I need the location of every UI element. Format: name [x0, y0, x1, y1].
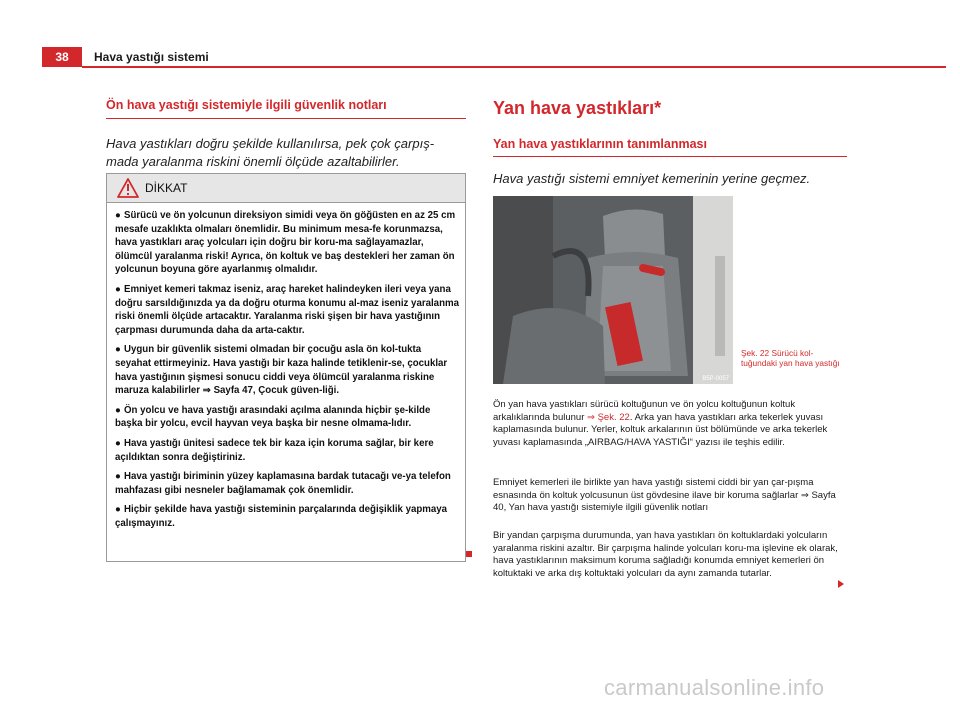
header-rule: [82, 66, 946, 68]
warning-title: DİKKAT: [145, 181, 188, 195]
warning-item: ● Hava yastığı ünitesi sadece tek bir kaza için koruma sağlar, bir kere açıldıktan sonra değiştiriniz.: [115, 437, 434, 463]
warning-item: ● Sürücü ve ön yolcunun direksiyon simidi veya ön göğüsten en az 25 cm mesafe uzaklıkta olmaları önemlidir. Bu minimum mesa-fe korunmazsa, hava yastıkları araç yolcuları için doğru bir koru-ma sağlayamazlar, ölümcül yaralanma riski! Ayrıca, ön koltuk ve baş destekleri her zaman ön yolcunun boyuna göre ayarlanmış olmalıdır.: [115, 210, 456, 276]
figure-reference-link[interactable]: ⇒ Şek. 22: [587, 411, 630, 423]
figure-code: B5P-0057: [702, 376, 729, 382]
paragraph-2: Emniyet kemerleri ile birlikte yan hava yastığı sistemi ciddi bir yan çar-pışma esnasında ön koltuk yolcusunun üst gövdesine ilave bir koruma sağlarlar ⇒ Sayfa 40, Yan hava yastığı sistemiyle ilgili güvenlik notları: [493, 477, 836, 514]
section-title: Ön hava yastığı sistemiyle ilgili güvenlik notları: [106, 98, 466, 119]
warning-item: ● Hiçbir şekilde hava yastığı sisteminin parçalarında değişiklik yapmaya çalışmayınız.: [115, 504, 448, 529]
paragraph-3: Bir yandan çarpışma durumunda, yan hava yastıkları ön koltuklardaki yolcuların yaralanma riskini azaltır. Bir çarpışma halinde yolcuları koru-ma işlevine ek olarak, hava yastıklarının maksimum koruma sağladığı konumda emniyet kemerleri ön koltuktaki ve arka dış koltuktaki yolcuları da aynı zamanda tutarlar.: [493, 530, 838, 580]
warning-list: [107, 203, 465, 530]
subsection-title: Yan hava yastıklarının tanımlanması: [493, 137, 847, 157]
warning-item: ● Emniyet kemeri takmaz iseniz, araç hareket halindeyken ileri veya yana doğru sarsıldığınızda ya da doğru oturma konumu al-maz iseniz yaralanma riski önemli ölçüde artacaktır. Yaralanma riski şişen bir hava yastığının çarpması durumunda daha da arta-caktır.: [115, 283, 459, 336]
car-seat-illustration: [493, 196, 733, 384]
subsection-intro: Hava yastığı sistemi emniyet kemerinin yerine geçmez.: [493, 171, 811, 186]
chapter-title: Hava yastığı sistemi: [94, 50, 209, 64]
warning-header: [107, 174, 465, 203]
chapter-heading: Yan hava yastıkları*: [493, 98, 662, 118]
page-header: [0, 0, 960, 68]
figure-caption: Şek. 22 Sürücü kol-tuğundaki yan hava yastığı: [741, 348, 840, 368]
warning-item: ● Uygun bir güvenlik sistemi olmadan bir çocuğu asla ön kol-tukta seyahat ettirmeyiniz. Hava yastığı bir kaza halinde tetiklenir-se, çocuklar hava yastığının şişmesi sonucu ciddi veya ölümcül yaralanma riskine maruza kalabilirler ⇒ Sayfa 47, Çocuk güven-liği.: [115, 344, 448, 397]
paragraph-1: Ön yan hava yastıkları sürücü koltuğunun ve ön yolcu koltuğunun koltuk arkalıklarında bulunur ⇒ Şek. 22. Arka yan hava yastıkları arka tekerlek yuvası kaplamasında bulunur. Yerler, koltuk arkalarının üst bölümünde ve arka tekerlek yuvası kaplamasında „AIRBAG/HAVA YASTIĞI“ yazısı ile teşhis edilir.: [493, 399, 828, 449]
page-number: 38: [42, 47, 82, 67]
continue-arrow-icon: [838, 580, 844, 588]
warning-box: [106, 173, 466, 562]
section-end-mark: [466, 551, 472, 557]
section-intro: Hava yastıkları doğru şekilde kullanılırsa, pek çok çarpış-mada yaralanma riskini önemli ölçüde azaltabilirler.: [106, 136, 435, 169]
warning-item: ● Ön yolcu ve hava yastığı arasındaki açılma alanında hiçbir şe-kilde başka bir yolcu, evcil hayvan veya başka bir nesne olmama-lıdır.: [115, 404, 431, 430]
warning-triangle-icon: [117, 178, 139, 198]
right-column: [493, 98, 847, 186]
warning-item: ● Hava yastığı biriminin yüzey kaplamasına bardak tutacağı ve-ya telefon mahfazası gibi nesneler bağlamamak çok önemlidir.: [115, 471, 451, 496]
seat-airbag-photo: [493, 196, 733, 384]
watermark: carmanualsonline.info: [604, 675, 825, 700]
left-column: [106, 98, 466, 171]
